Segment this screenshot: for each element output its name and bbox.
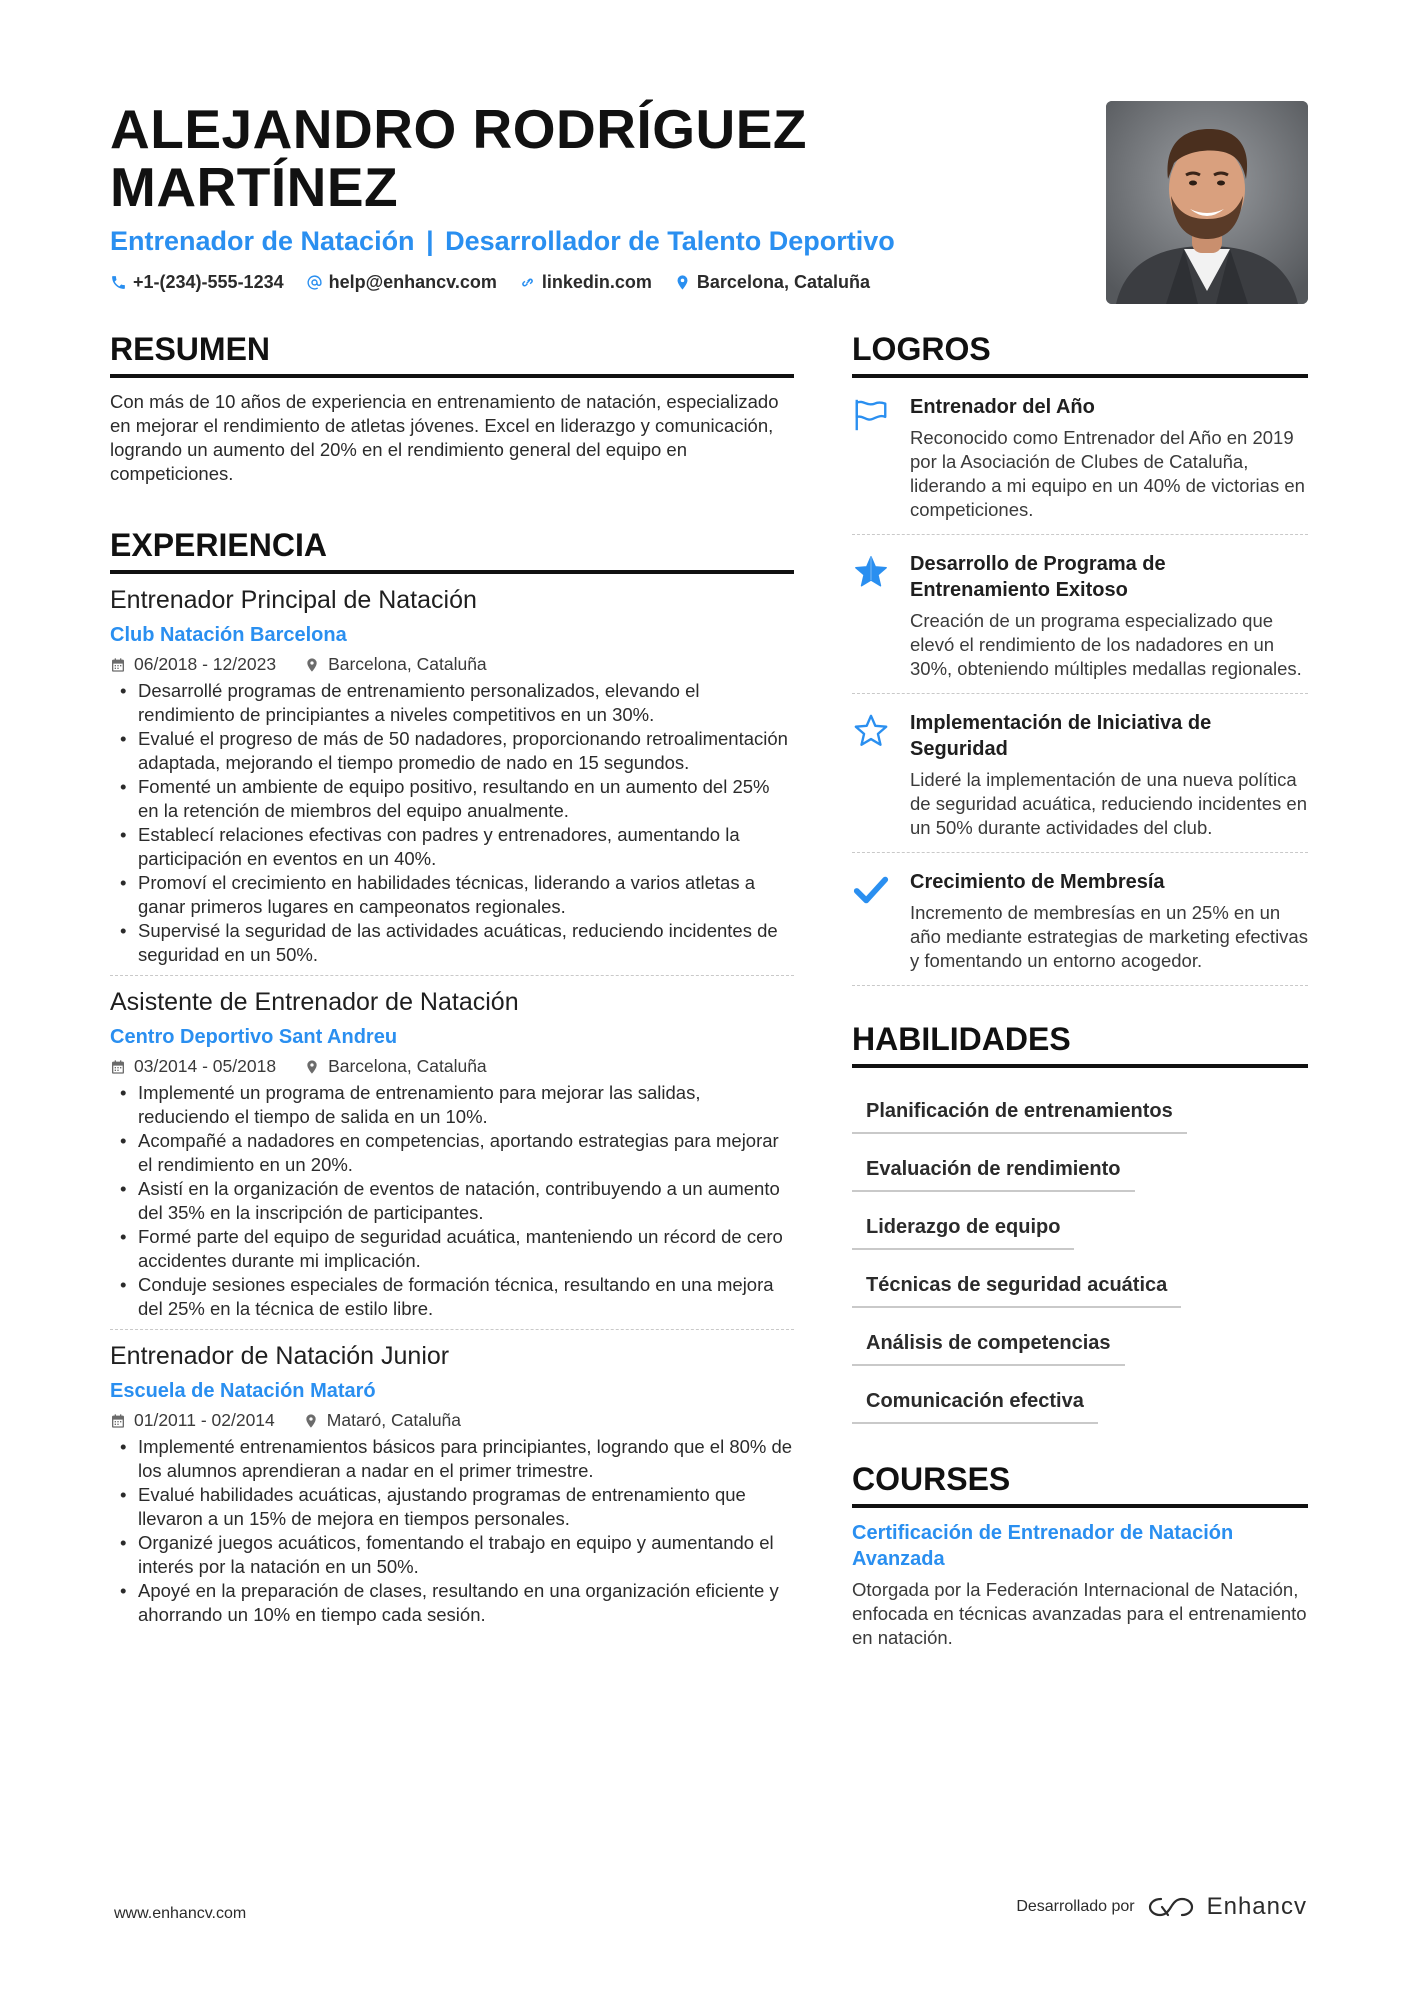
skill-row xyxy=(852,1134,1308,1192)
job-bullet: • Apoyé en la preparación de clases, resultando en una organización eficiente y ahorrando un 10% en tiempo cada sesión. xyxy=(110,1579,794,1627)
achievement-title: Crecimiento de Membresía xyxy=(910,871,1165,893)
contact-location xyxy=(674,272,870,293)
job-dates xyxy=(110,1410,275,1431)
name-line-1: ALEJANDRO RODRÍGUEZ xyxy=(110,98,808,160)
skill-row xyxy=(852,1250,1308,1308)
achievement-item xyxy=(852,853,1308,986)
job-location-text: Mataró, Cataluña xyxy=(326,1410,462,1430)
achievement-item xyxy=(852,378,1308,535)
achievement-body xyxy=(910,551,1308,681)
skill-tag: Evaluación de rendimiento xyxy=(852,1146,1135,1192)
job-dates xyxy=(110,1056,276,1077)
achievement-icon-wrap xyxy=(852,710,894,840)
achievement-icon-wrap xyxy=(852,551,894,681)
job-bullet: • Evalué el progreso de más de 50 nadadores, proporcionando retroalimentación adaptada, mejorando el tiempo promedio de nado en 15 segundos. xyxy=(110,727,794,775)
link-icon xyxy=(519,274,536,291)
profile-photo xyxy=(1106,101,1308,304)
achievement-icon-wrap xyxy=(852,869,894,973)
course-title: Certificación de Entrenador de Natación Avanzada xyxy=(852,1522,1234,1570)
job-location-text: Barcelona, Cataluña xyxy=(328,654,487,674)
title-part-1: Entrenador de Natación xyxy=(110,226,415,256)
job-bullets xyxy=(110,679,794,967)
job-bullet: • Supervisé la seguridad de las actividades acuáticas, reduciendo incidentes de seguridad en un 50%. xyxy=(110,919,794,967)
job-bullet: • Organizé juegos acuáticos, fomentando el trabajo en equipo y aumentando el interés por la natación en un 50%. xyxy=(110,1531,794,1579)
achievement-desc: Reconocido como Entrenador del Año en 2019 por la Asociación de Clubes de Cataluña, liderando a mi equipo en un 40% de victorias en competiciones. xyxy=(910,427,1305,520)
contact-phone[interactable] xyxy=(110,272,284,293)
course-desc: Otorgada por la Federación Internacional de Natación, enfocada en técnicas avanzadas para el entrenamiento en natación. xyxy=(852,1579,1307,1648)
at-icon xyxy=(306,274,323,291)
job-location xyxy=(303,1410,461,1431)
experience-heading: EXPERIENCIA xyxy=(110,526,794,574)
achievement-item xyxy=(852,694,1308,853)
job-dates-text: 01/2011 - 02/2014 xyxy=(134,1410,275,1430)
job-bullet: • Establecí relaciones efectivas con padres y entrenadores, aumentando la participación en eventos en un 40%. xyxy=(110,823,794,871)
job-bullet: • Asistí en la organización de eventos de natación, contribuyendo a un aumento del 35% en la inscripción de participantes. xyxy=(110,1177,794,1225)
skills-list xyxy=(852,1076,1308,1424)
job-bullet: • Promoví el crecimiento en habilidades técnicas, liderando a varios atletas a ganar primeros lugares en campeonatos regionales. xyxy=(110,871,794,919)
left-column xyxy=(110,330,794,1627)
job-dates-text: 03/2014 - 05/2018 xyxy=(134,1056,277,1076)
courses-heading: COURSES xyxy=(852,1460,1308,1508)
brand-name: Enhancv xyxy=(1206,1893,1307,1920)
achievement-body xyxy=(910,710,1308,840)
achievement-icon-wrap xyxy=(852,394,894,522)
skill-row xyxy=(852,1192,1308,1250)
calendar-icon xyxy=(110,1413,126,1429)
flag-icon xyxy=(852,396,890,434)
linkedin-text: linkedin.com xyxy=(541,272,652,292)
job-bullet: • Acompañé a nadadores en competencias, aportando estrategias para mejorar el rendimiento en un 20%. xyxy=(110,1129,794,1177)
achievement-desc: Incremento de membresías en un 25% en un año mediante estrategias de marketing efectivas y fomentando un entorno acogedor. xyxy=(910,902,1308,971)
enhancv-logo-icon xyxy=(1147,1894,1195,1920)
name-line-2: MARTÍNEZ xyxy=(110,156,399,218)
company-name: Escuela de Natación Mataró xyxy=(110,1380,376,1402)
star-filled-icon xyxy=(852,553,890,591)
location-pin-icon xyxy=(304,1059,320,1075)
achievement-title: Implementación de Iniciativa de Seguridad xyxy=(910,712,1212,760)
candidate-title xyxy=(110,224,1070,258)
contact-linkedin[interactable] xyxy=(519,272,652,293)
skill-tag: Técnicas de seguridad acuática xyxy=(852,1262,1181,1308)
summary-heading: RESUMEN xyxy=(110,330,794,378)
candidate-name xyxy=(110,100,1070,216)
right-column xyxy=(852,330,1308,1650)
job-bullet: • Desarrollé programas de entrenamiento personalizados, elevando el rendimiento de principiantes a niveles competitivos en un 30%. xyxy=(110,679,794,727)
skill-row xyxy=(852,1308,1308,1366)
resume-header xyxy=(110,100,1070,293)
title-part-2: Desarrollador de Talento Deportivo xyxy=(445,226,895,256)
location-pin-icon xyxy=(674,274,691,291)
job-bullet: • Conduje sesiones especiales de formación técnica, resultando en una mejora del 25% en la técnica de estilo libre. xyxy=(110,1273,794,1321)
job-title: Asistente de Entrenador de Natación xyxy=(110,988,519,1016)
job-location-text: Barcelona, Cataluña xyxy=(328,1056,487,1076)
calendar-icon xyxy=(110,657,126,673)
achievement-title: Desarrollo de Programa de Entrenamiento Exitoso xyxy=(910,553,1166,601)
job-bullet: • Implementé entrenamientos básicos para principiantes, logrando que el 80% de los alumnos aprendieran a nadar en el primer trimestre. xyxy=(110,1435,794,1483)
job-entry xyxy=(110,1329,794,1627)
calendar-icon xyxy=(110,1059,126,1075)
job-meta xyxy=(110,1056,794,1077)
job-entry xyxy=(110,574,794,967)
job-dates xyxy=(110,654,276,675)
powered-by-text: Desarrollado por xyxy=(1016,1898,1135,1915)
contact-bar xyxy=(110,272,1070,293)
summary-text: Con más de 10 años de experiencia en entrenamiento de natación, especializado en mejorar el rendimiento de atletas jóvenes. Excel en liderazgo y comunicación, logrando un aumento del 20% en el rendimiento general del equipo en competiciones. xyxy=(110,391,779,484)
job-location xyxy=(304,1056,487,1077)
contact-email[interactable] xyxy=(306,272,497,293)
skills-heading: HABILIDADES xyxy=(852,1020,1308,1068)
achievement-body xyxy=(910,869,1308,973)
email-text: help@enhancv.com xyxy=(328,272,497,292)
job-dates-text: 06/2018 - 12/2023 xyxy=(134,654,277,674)
company-name: Centro Deportivo Sant Andreu xyxy=(110,1026,398,1048)
achievements-heading: LOGROS xyxy=(852,330,1308,378)
job-title: Entrenador Principal de Natación xyxy=(110,586,477,614)
job-bullet: • Evalué habilidades acuáticas, ajustando programas de entrenamiento que llevaron a un 15% de mejora en tiempos personales. xyxy=(110,1483,794,1531)
title-separator: | xyxy=(426,226,434,256)
location-pin-icon xyxy=(304,657,320,673)
achievement-desc: Creación de un programa especializado que elevó el rendimiento de los nadadores en un 30%, obteniendo múltiples medallas regionales. xyxy=(910,610,1302,679)
skill-tag: Planificación de entrenamientos xyxy=(852,1088,1187,1134)
star-outline-icon xyxy=(852,712,890,750)
portrait-illustration xyxy=(1106,101,1308,304)
achievement-item xyxy=(852,535,1308,694)
job-meta xyxy=(110,1410,794,1431)
skill-row xyxy=(852,1366,1308,1424)
phone-icon xyxy=(110,274,127,291)
phone-text: +1-(234)-555-1234 xyxy=(133,272,284,292)
company-name: Club Natación Barcelona xyxy=(110,624,347,646)
skill-tag: Liderazgo de equipo xyxy=(852,1204,1074,1250)
skill-tag: Análisis de competencias xyxy=(852,1320,1125,1366)
job-bullets xyxy=(110,1435,794,1627)
footer-website[interactable]: www.enhancv.com xyxy=(114,1905,247,1922)
skill-tag: Comunicación efectiva xyxy=(852,1378,1098,1424)
achievement-body xyxy=(910,394,1308,522)
job-bullets xyxy=(110,1081,794,1321)
location-text: Barcelona, Cataluña xyxy=(696,272,870,292)
job-meta xyxy=(110,654,794,675)
job-bullet: • Implementé un programa de entrenamiento para mejorar las salidas, reduciendo el tiempo de salida en un 10%. xyxy=(110,1081,794,1129)
job-bullet: • Formé parte del equipo de seguridad acuática, manteniendo un récord de cero accidentes durante mi implicación. xyxy=(110,1225,794,1273)
job-title: Entrenador de Natación Junior xyxy=(110,1342,450,1370)
location-pin-icon xyxy=(303,1413,319,1429)
achievement-title: Entrenador del Año xyxy=(910,396,1095,418)
skill-row xyxy=(852,1076,1308,1134)
achievement-desc: Lideré la implementación de una nueva política de seguridad acuática, reduciendo incidentes en un 50% durante actividades del club. xyxy=(910,769,1308,838)
job-bullet: • Fomenté un ambiente de equipo positivo, resultando en un aumento del 25% en la retención de miembros del equipo anualmente. xyxy=(110,775,794,823)
job-entry xyxy=(110,975,794,1321)
check-icon xyxy=(852,871,890,909)
footer-branding xyxy=(1016,1893,1307,1921)
job-location xyxy=(304,654,487,675)
